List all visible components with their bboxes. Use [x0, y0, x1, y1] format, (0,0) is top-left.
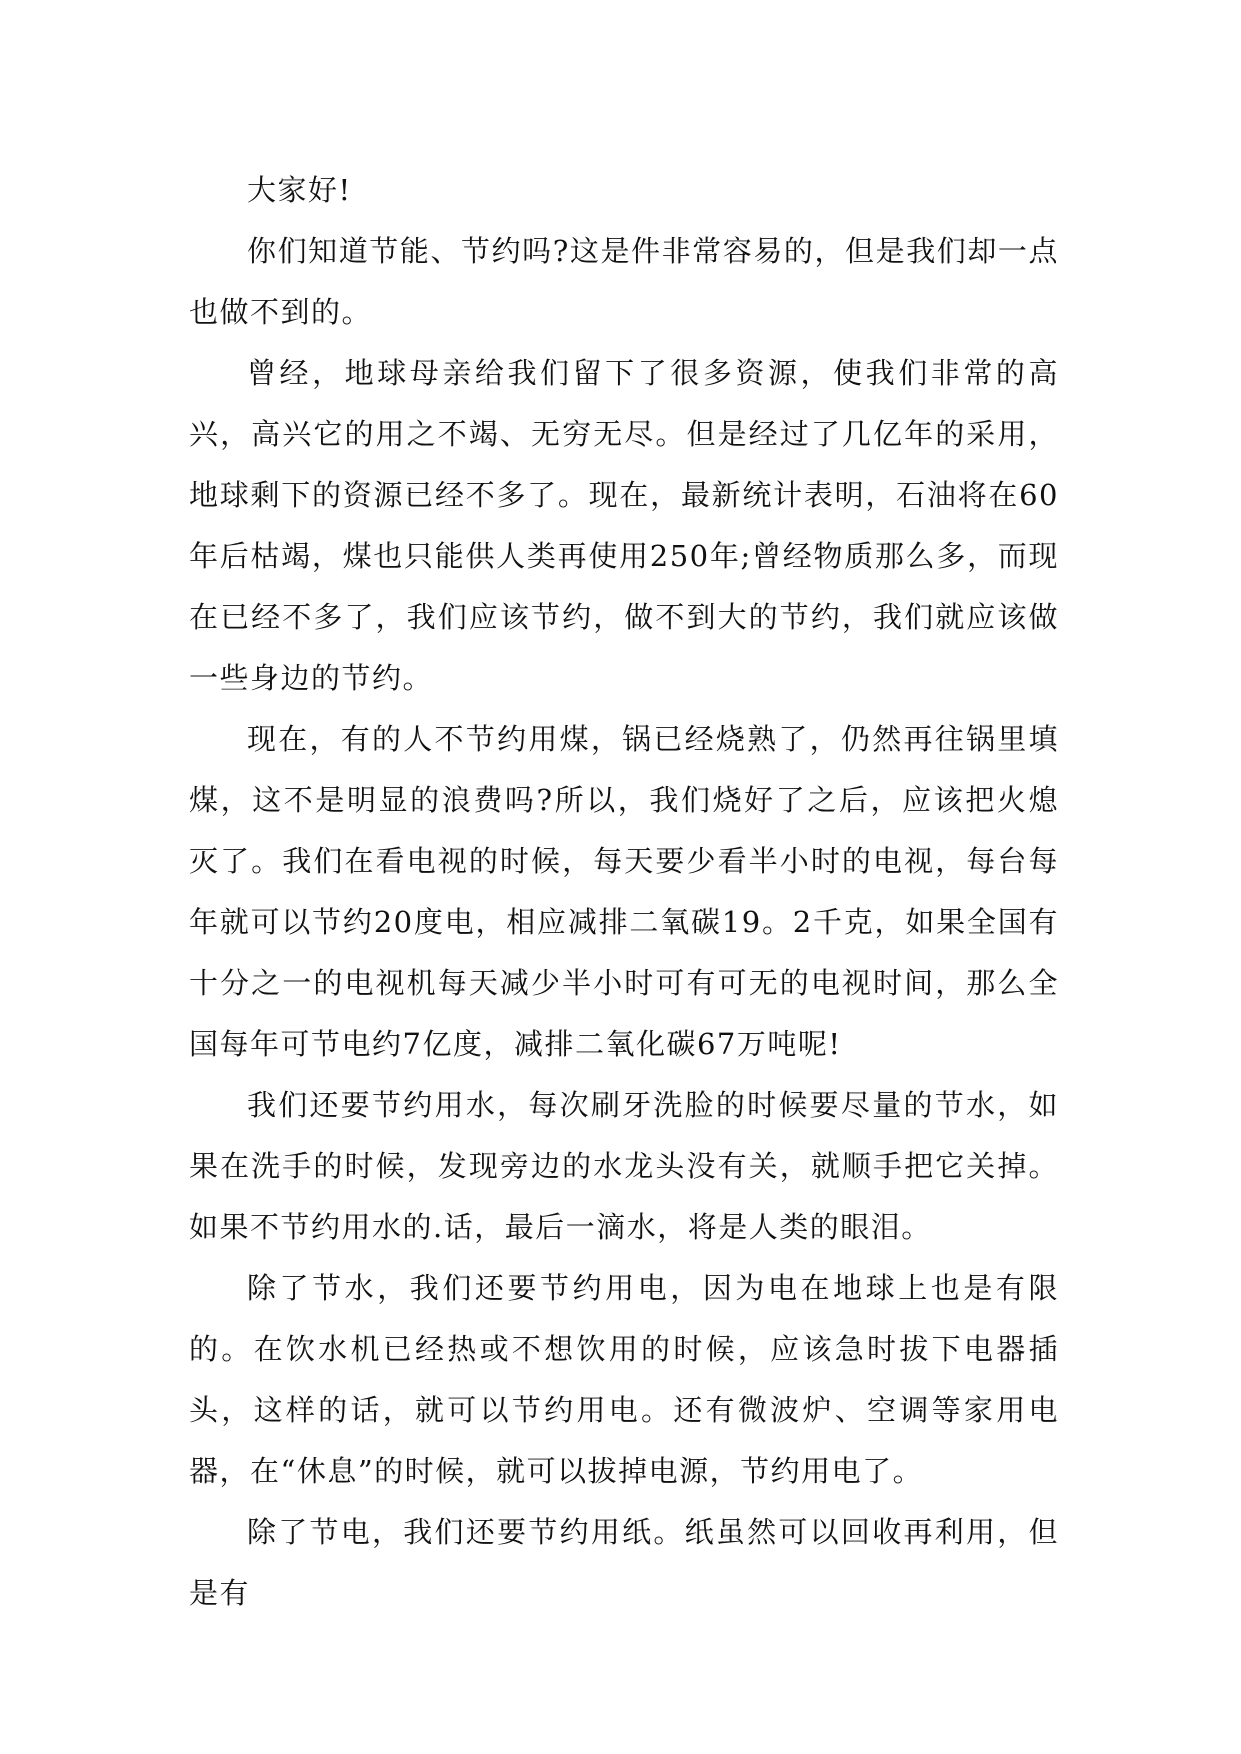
paragraph-5: 除了节水，我们还要节约用电，因为电在地球上也是有限的。在饮水机已经热或不想饮用的时候，应该急时拔下电器插头，这样的话，就可以节约用电。还有微波炉、空调等家用电器，在“休息”的时候，就可以拔掉电源，节约用电了。: [189, 1271, 1059, 1488]
paragraph-2: 曾经，地球母亲给我们留下了很多资源，使我们非常的高兴，高兴它的用之不竭、无穷无尽。但是经过了几亿年的采用，地球剩下的资源已经不多了。现在，最新统计表明，石油将在60年后枯竭，煤也只能供人类再使用250年;曾经物质那么多，而现在已经不多了，我们应该节约，做不到大的节约，我们就应该做一些身边的节约。: [189, 356, 1059, 695]
body-text: [189, 160, 1059, 1624]
paragraph-6: 除了节电，我们还要节约用纸。纸虽然可以回收再利用，但是有: [189, 1515, 1059, 1610]
paragraph-greeting: 大家好!: [247, 173, 352, 207]
paragraph-1: 你们知道节能、节约吗?这是件非常容易的，但是我们却一点也做不到的。: [189, 234, 1059, 329]
paragraph-4: 我们还要节约用水，每次刷牙洗脸的时候要尽量的节水，如果在洗手的时候，发现旁边的水龙头没有关，就顺手把它关掉。如果不节约用水的.话，最后一滴水，将是人类的眼泪。: [189, 1088, 1059, 1244]
paragraph-3: 现在，有的人不节约用煤，锅已经烧熟了，仍然再往锅里填煤，这不是明显的浪费吗?所以，我们烧好了之后，应该把火熄灭了。我们在看电视的时候，每天要少看半小时的电视，每台每年就可以节约20度电，相应减排二氧碳19。2千克，如果全国有十分之一的电视机每天减少半小时可有可无的电视时间，那么全国每年可节电约7亿度，减排二氧化碳67万吨呢!: [189, 722, 1059, 1061]
